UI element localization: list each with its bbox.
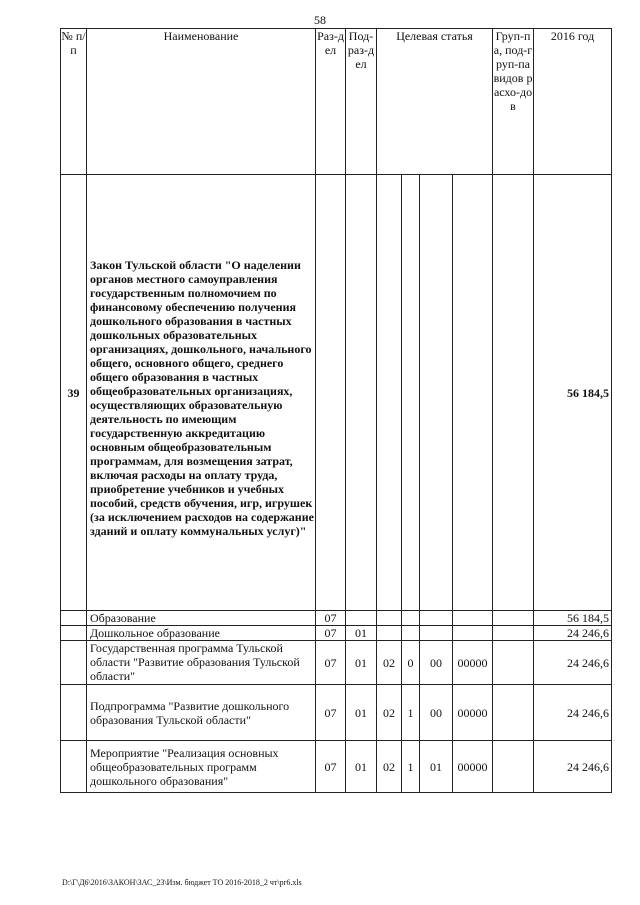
row-name: Дошкольное образование bbox=[87, 626, 316, 641]
law-row bbox=[61, 175, 612, 611]
row-podrazdel: 01 bbox=[346, 641, 377, 685]
row-razdel: 07 bbox=[316, 685, 346, 741]
row-amount: 24 246,6 bbox=[534, 685, 612, 741]
row-t4 bbox=[453, 626, 493, 641]
row-name: Подпрограмма "Развитие дошкольного образования Тульской области" bbox=[87, 685, 316, 741]
row-amount: 24 246,6 bbox=[534, 626, 612, 641]
law-name: Закон Тульской области "О наделении органов местного самоуправления государственным полномочием по финансовому обеспечению получения дошкольного образования в частных дошкольных образовательных организациях, дошкольного, начального общего, основного общего, среднего общего образования в частных общеобразовательных организациях, осуществляющих образовательную деятельность по имеющим государственную аккредитацию основным общеобразовательным программам, для возмещения затрат, включая расходы на оплату труда, приобретение учебников и учебных пособий, средств обучения, игр, игрушек (за исключением расходов на содержание зданий и оплату коммунальных услуг)" bbox=[87, 175, 316, 611]
row-name: Государственная программа Тульской области "Развитие образования Тульской области" bbox=[87, 641, 316, 685]
row-t4: 00000 bbox=[453, 685, 493, 741]
row-podrazdel: 01 bbox=[346, 741, 377, 793]
row-t2: 0 bbox=[402, 641, 420, 685]
row-t2: 1 bbox=[402, 741, 420, 793]
row-name: Образование bbox=[87, 611, 316, 626]
row-name: Мероприятие "Реализация основных общеобразовательных программ дошкольного образования" bbox=[87, 741, 316, 793]
row-razdel: 07 bbox=[316, 741, 346, 793]
row-amount: 24 246,6 bbox=[534, 741, 612, 793]
row-razdel: 07 bbox=[316, 611, 346, 626]
table-row bbox=[61, 741, 612, 793]
header-year: 2016 год bbox=[534, 29, 612, 175]
row-podrazdel bbox=[346, 611, 377, 626]
row-group bbox=[493, 641, 534, 685]
row-amount: 56 184,5 bbox=[534, 611, 612, 626]
row-t4 bbox=[453, 611, 493, 626]
row-t4: 00000 bbox=[453, 641, 493, 685]
row-t4: 00000 bbox=[453, 741, 493, 793]
table-header-row bbox=[61, 29, 612, 175]
header-target: Целевая статья bbox=[377, 29, 493, 175]
header-group: Груп-па, под-груп-па видов расхо-дов bbox=[493, 29, 534, 175]
row-t1 bbox=[377, 626, 402, 641]
row-t1 bbox=[377, 611, 402, 626]
header-name: Наименование bbox=[87, 29, 316, 175]
file-path-footer: D:\Г\Д6\2016\ЗАКОН\ЗАС_23\Изм. бюджет ТО 2016-2018_2 чт\pr6.xls bbox=[62, 878, 302, 887]
row-razdel: 07 bbox=[316, 626, 346, 641]
page-number: 58 bbox=[314, 13, 326, 27]
row-group bbox=[493, 685, 534, 741]
row-t2 bbox=[402, 611, 420, 626]
header-podrazdel: Под-раз-дел bbox=[346, 29, 377, 175]
table-row bbox=[61, 611, 612, 626]
row-t3 bbox=[420, 611, 453, 626]
header-razdel: Раз-дел bbox=[316, 29, 346, 175]
row-t3: 01 bbox=[420, 741, 453, 793]
table-row bbox=[61, 641, 612, 685]
table-row bbox=[61, 626, 612, 641]
law-number: 39 bbox=[61, 175, 87, 611]
header-num: № п/п bbox=[61, 29, 87, 175]
row-t1: 02 bbox=[377, 641, 402, 685]
law-amount: 56 184,5 bbox=[534, 175, 612, 611]
row-podrazdel: 01 bbox=[346, 685, 377, 741]
row-t3: 00 bbox=[420, 641, 453, 685]
row-t2: 1 bbox=[402, 685, 420, 741]
row-t3: 00 bbox=[420, 685, 453, 741]
row-t2 bbox=[402, 626, 420, 641]
row-group bbox=[493, 626, 534, 641]
table-row bbox=[61, 685, 612, 741]
row-group bbox=[493, 741, 534, 793]
row-t3 bbox=[420, 626, 453, 641]
row-t1: 02 bbox=[377, 685, 402, 741]
row-podrazdel: 01 bbox=[346, 626, 377, 641]
row-group bbox=[493, 611, 534, 626]
row-t1: 02 bbox=[377, 741, 402, 793]
budget-table bbox=[60, 28, 612, 793]
row-amount: 24 246,6 bbox=[534, 641, 612, 685]
row-razdel: 07 bbox=[316, 641, 346, 685]
